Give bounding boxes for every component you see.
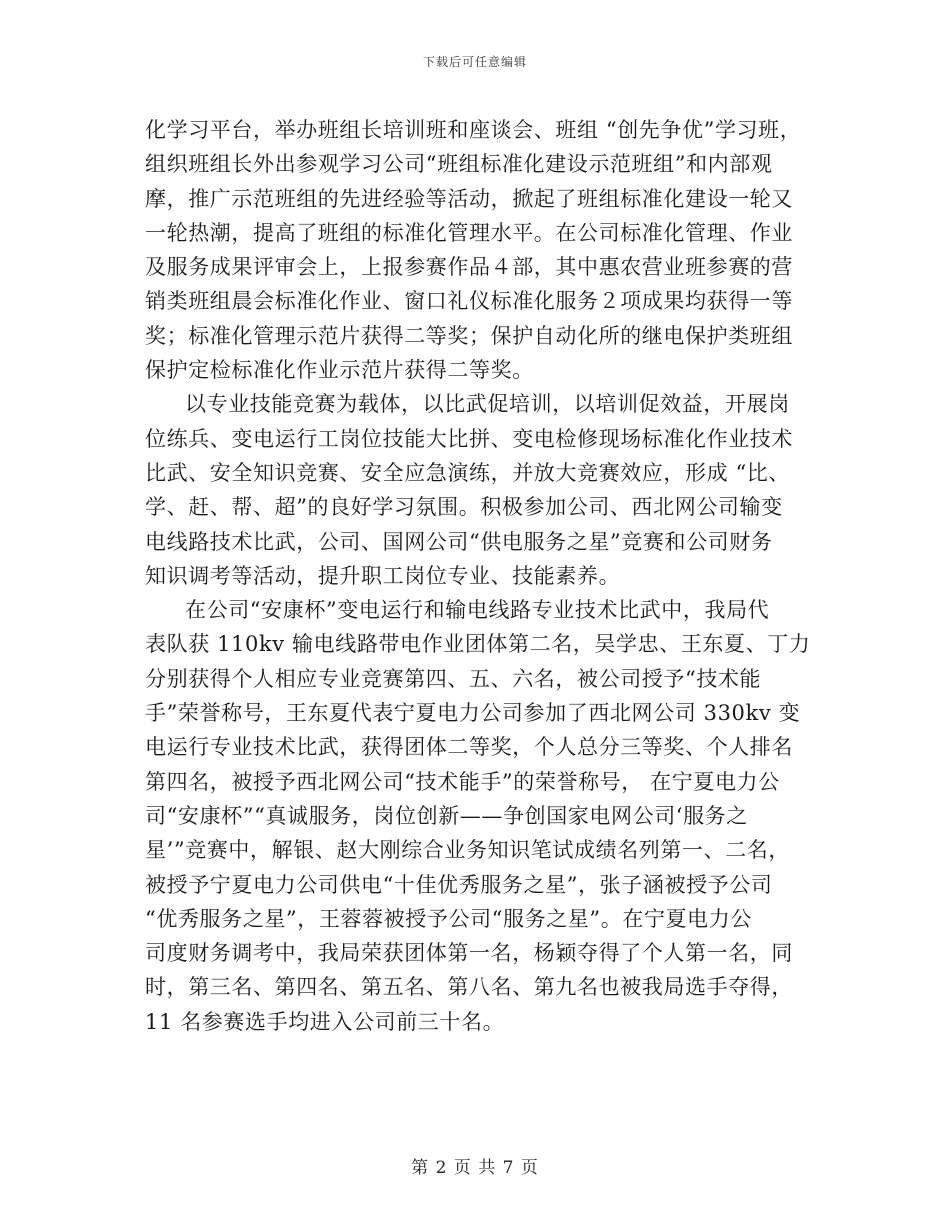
text-line: 11 名参赛选手均进入公司前三十名。 — [145, 1009, 505, 1034]
text-line: 及服务成果评审会上，上报参赛作品４部，其中惠农营业班参赛的营 — [145, 255, 793, 280]
text-line: 第四名，被授予西北网公司“技术能手”的荣誉称号， 在宁夏电力公 — [145, 769, 780, 794]
text-line: 比武、安全知识竞赛、安全应急演练，并放大竞赛效应，形成 “比、 — [145, 460, 791, 485]
text-line: 电线路技术比武，公司、国网公司“供电服务之星”竞赛和公司财务 — [145, 529, 773, 554]
text-line: 学、赶、帮、超”的良好学习氛围。积极参加公司、西北网公司输变 — [145, 495, 783, 520]
text-line: 一轮热潮，提高了班组的标准化管理水平。在公司标准化管理、作业 — [145, 220, 793, 245]
paragraph-start-line: 在公司“安康杯”变电运行和输电线路专业技术比武中，我局代 — [185, 598, 770, 623]
text-line: 星’”竞赛中，解银、赵大刚综合业务知识笔试成绩名列第一、二名， — [145, 838, 791, 863]
page-number-footer: 第 2 页 共 7 页 — [411, 1158, 539, 1178]
text-line: 司“安康杯”“真诚服务，岗位创新——争创国家电网公司‘服务之 — [145, 803, 748, 828]
text-line: 保护定检标准化作业示范片获得二等奖。 — [145, 358, 534, 383]
text-line: 摩，推广示范班组的先进经验等活动，掀起了班组标准化建设一轮又 — [145, 186, 793, 211]
text-line: 时，第三名、第四名、第五名、第八名、第九名也被我局选手夺得， — [145, 975, 793, 1000]
text-line: “优秀服务之星”，王蓉蓉被授予公司“服务之星”。在宁夏电力公 — [145, 906, 752, 931]
paragraph-start-line: 以专业技能竞赛为载体，以比武促培训，以培训促效益，开展岗 — [185, 392, 790, 417]
text-line: 知识调考等活动，提升职工岗位专业、技能素养。 — [145, 563, 621, 588]
page-header: 下载后可任意编辑 — [422, 55, 527, 69]
text-line: 分别获得个人相应专业竞赛第四、五、六名，被公司授予“技术能 — [145, 666, 762, 691]
text-line: 组织班组长外出参观学习公司“班组标准化建设示范班组”和内部观 — [145, 152, 773, 177]
document-body — [145, 113, 810, 1039]
text-line: 销类班组晨会标准化作业、窗口礼仪标准化服务２项成果均获得一等 — [145, 289, 793, 314]
text-line: 表队获 110kv 输电线路带电作业团体第二名，吴学忠、王东夏、丁力 — [145, 632, 811, 657]
text-line: 位练兵、变电运行工岗位技能大比拼、变电检修现场标准化作业技术 — [145, 426, 793, 451]
text-line: 司度财务调考中，我局荣获团体第一名，杨颖夺得了个人第一名，同 — [145, 941, 793, 966]
text-line: 被授予宁夏电力公司供电“十佳优秀服务之星”，张子涵被授予公司 — [145, 872, 773, 897]
text-line: 化学习平台，举办班组长培训班和座谈会、班组 “创先争优”学习班， — [145, 118, 802, 142]
text-line: 手”荣誉称号，王东夏代表宁夏电力公司参加了西北网公司 330kv 变 — [145, 701, 801, 726]
text-line: 电运行专业技术比武，获得团体二等奖，个人总分三等奖、个人排名 — [145, 735, 793, 760]
text-line: 奖；标准化管理示范片获得二等奖；保护自动化所的继电保护类班组 — [145, 323, 793, 348]
